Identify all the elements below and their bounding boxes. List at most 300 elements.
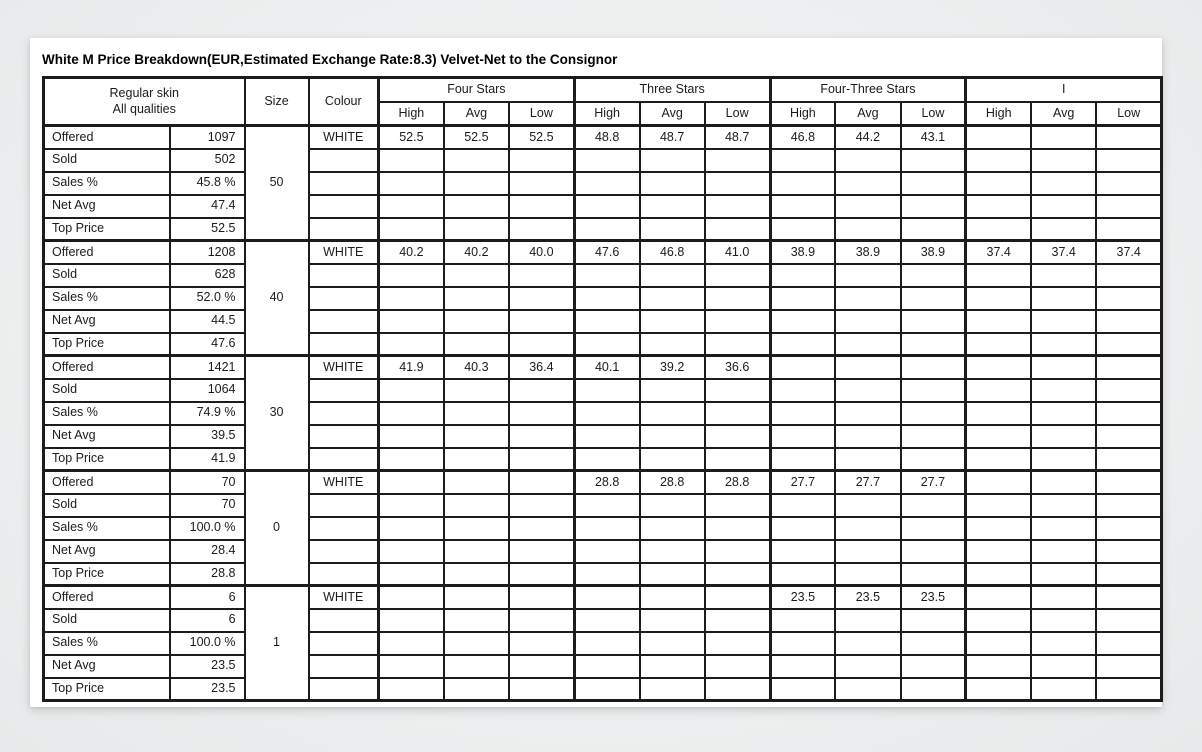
price-four-three-stars-high: [770, 379, 835, 402]
price-i-high: [966, 586, 1031, 609]
price-three-stars-avg: 39.2: [640, 356, 705, 379]
price-four-stars-avg: [444, 609, 509, 632]
sub-header-four-stars-avg: Avg: [444, 102, 509, 126]
price-four-three-stars-avg: 44.2: [835, 126, 900, 149]
price-four-three-stars-avg: [835, 333, 900, 356]
table-row: [44, 471, 1162, 494]
price-three-stars-low: 41.0: [705, 241, 770, 264]
stat-value: 100.0 %: [170, 632, 245, 655]
colour-cell: WHITE: [309, 241, 379, 264]
stat-label: Offered: [44, 586, 170, 609]
price-four-stars-high: 52.5: [379, 126, 444, 149]
table-row: [44, 586, 1162, 609]
price-i-low: [1096, 333, 1161, 356]
price-four-three-stars-low: [901, 448, 966, 471]
price-four-three-stars-low: [901, 517, 966, 540]
price-i-avg: [1031, 356, 1096, 379]
table-row: [44, 609, 1162, 632]
table-row: [44, 540, 1162, 563]
price-four-three-stars-high: [770, 310, 835, 333]
price-four-three-stars-low: [901, 172, 966, 195]
size-cell: 0: [245, 471, 309, 586]
price-four-stars-high: [379, 310, 444, 333]
price-four-stars-avg: [444, 379, 509, 402]
sub-header-three-stars-low: Low: [705, 102, 770, 126]
price-four-stars-low: [509, 540, 574, 563]
price-four-stars-high: [379, 517, 444, 540]
price-three-stars-avg: [640, 517, 705, 540]
price-i-high: [966, 264, 1031, 287]
price-four-three-stars-high: [770, 494, 835, 517]
price-four-stars-high: [379, 632, 444, 655]
price-i-high: [966, 402, 1031, 425]
price-four-three-stars-low: 38.9: [901, 241, 966, 264]
stat-value: 47.4: [170, 195, 245, 218]
price-i-high: [966, 218, 1031, 241]
price-three-stars-low: [705, 287, 770, 310]
size-cell: 50: [245, 126, 309, 241]
table-row: [44, 379, 1162, 402]
price-four-stars-high: [379, 218, 444, 241]
colour-cell: [309, 287, 379, 310]
stat-value: 6: [170, 586, 245, 609]
price-four-stars-high: [379, 586, 444, 609]
price-i-low: [1096, 218, 1161, 241]
price-three-stars-avg: [640, 586, 705, 609]
price-three-stars-high: [574, 494, 639, 517]
stat-label: Sales %: [44, 287, 170, 310]
price-four-three-stars-low: 23.5: [901, 586, 966, 609]
price-four-stars-high: [379, 540, 444, 563]
table-row: [44, 287, 1162, 310]
price-four-three-stars-avg: [835, 517, 900, 540]
price-three-stars-avg: [640, 149, 705, 172]
price-three-stars-high: [574, 540, 639, 563]
group-header-row: [44, 78, 1162, 102]
colour-cell: WHITE: [309, 471, 379, 494]
colour-cell: [309, 448, 379, 471]
price-four-three-stars-avg: [835, 195, 900, 218]
price-three-stars-high: [574, 517, 639, 540]
colour-cell: [309, 264, 379, 287]
stat-value: 100.0 %: [170, 517, 245, 540]
price-i-low: [1096, 379, 1161, 402]
colour-cell: [309, 563, 379, 586]
price-four-stars-high: [379, 379, 444, 402]
price-i-low: [1096, 678, 1161, 701]
price-i-avg: [1031, 287, 1096, 310]
price-three-stars-avg: [640, 172, 705, 195]
price-four-three-stars-low: [901, 356, 966, 379]
price-four-three-stars-high: [770, 333, 835, 356]
price-three-stars-high: [574, 448, 639, 471]
price-four-stars-high: [379, 195, 444, 218]
price-four-three-stars-avg: 38.9: [835, 241, 900, 264]
price-four-stars-high: [379, 678, 444, 701]
price-four-stars-high: 40.2: [379, 241, 444, 264]
price-i-low: [1096, 540, 1161, 563]
price-three-stars-low: [705, 310, 770, 333]
price-three-stars-avg: [640, 678, 705, 701]
price-three-stars-high: [574, 310, 639, 333]
price-four-three-stars-high: [770, 149, 835, 172]
price-three-stars-avg: [640, 494, 705, 517]
price-i-avg: [1031, 126, 1096, 149]
price-four-stars-high: [379, 149, 444, 172]
price-four-three-stars-low: [901, 287, 966, 310]
price-four-three-stars-avg: [835, 563, 900, 586]
price-three-stars-high: [574, 402, 639, 425]
price-three-stars-avg: [640, 563, 705, 586]
price-three-stars-high: [574, 563, 639, 586]
colour-cell: WHITE: [309, 126, 379, 149]
price-i-avg: [1031, 632, 1096, 655]
size-cell: 1: [245, 586, 309, 701]
price-three-stars-low: [705, 425, 770, 448]
stat-label: Sales %: [44, 172, 170, 195]
price-four-three-stars-avg: [835, 632, 900, 655]
stat-value: 70: [170, 471, 245, 494]
price-four-stars-low: [509, 287, 574, 310]
price-four-stars-low: [509, 264, 574, 287]
group-header-four-three-stars: Four-Three Stars: [770, 78, 966, 102]
price-four-stars-low: [509, 586, 574, 609]
table-row: [44, 172, 1162, 195]
stat-value: 74.9 %: [170, 402, 245, 425]
stat-value: 70: [170, 494, 245, 517]
price-four-stars-low: [509, 218, 574, 241]
price-i-low: [1096, 425, 1161, 448]
price-four-stars-low: [509, 402, 574, 425]
price-three-stars-low: [705, 586, 770, 609]
price-three-stars-low: [705, 494, 770, 517]
table-row: [44, 264, 1162, 287]
price-four-three-stars-high: 23.5: [770, 586, 835, 609]
price-i-high: 37.4: [966, 241, 1031, 264]
price-three-stars-low: [705, 609, 770, 632]
price-three-stars-low: [705, 448, 770, 471]
price-i-avg: [1031, 563, 1096, 586]
price-i-high: [966, 425, 1031, 448]
price-four-stars-avg: [444, 632, 509, 655]
sub-header-i-low: Low: [1096, 102, 1161, 126]
price-four-stars-avg: [444, 448, 509, 471]
price-i-avg: [1031, 517, 1096, 540]
stat-label: Offered: [44, 356, 170, 379]
price-three-stars-avg: [640, 310, 705, 333]
price-three-stars-low: [705, 655, 770, 678]
stat-value: 1097: [170, 126, 245, 149]
colour-cell: WHITE: [309, 586, 379, 609]
stat-label: Sold: [44, 494, 170, 517]
price-four-three-stars-low: [901, 333, 966, 356]
price-three-stars-low: [705, 678, 770, 701]
corner-header: [44, 78, 245, 126]
price-four-three-stars-avg: [835, 678, 900, 701]
price-four-stars-avg: [444, 402, 509, 425]
price-four-three-stars-low: [901, 632, 966, 655]
stat-label: Sold: [44, 264, 170, 287]
price-i-high: [966, 632, 1031, 655]
table-row: [44, 310, 1162, 333]
price-i-low: [1096, 264, 1161, 287]
colour-cell: [309, 172, 379, 195]
stat-value: 41.9: [170, 448, 245, 471]
stat-label: Sold: [44, 149, 170, 172]
price-four-three-stars-avg: [835, 609, 900, 632]
price-three-stars-avg: [640, 402, 705, 425]
price-four-stars-low: 52.5: [509, 126, 574, 149]
price-three-stars-high: [574, 218, 639, 241]
price-i-high: [966, 609, 1031, 632]
table-row: [44, 425, 1162, 448]
stat-value: 502: [170, 149, 245, 172]
price-i-avg: [1031, 448, 1096, 471]
price-three-stars-high: 40.1: [574, 356, 639, 379]
price-three-stars-low: [705, 172, 770, 195]
table-row: [44, 655, 1162, 678]
price-four-three-stars-avg: 27.7: [835, 471, 900, 494]
price-four-stars-avg: [444, 149, 509, 172]
stat-label: Net Avg: [44, 310, 170, 333]
price-three-stars-high: 47.6: [574, 241, 639, 264]
table-row: [44, 517, 1162, 540]
price-three-stars-high: 28.8: [574, 471, 639, 494]
price-i-high: [966, 379, 1031, 402]
price-three-stars-avg: 48.7: [640, 126, 705, 149]
price-four-three-stars-high: [770, 609, 835, 632]
price-four-stars-low: 36.4: [509, 356, 574, 379]
sub-header-four-three-stars-avg: Avg: [835, 102, 900, 126]
price-three-stars-low: 28.8: [705, 471, 770, 494]
price-four-stars-high: [379, 655, 444, 678]
price-four-stars-low: [509, 425, 574, 448]
price-four-stars-low: [509, 149, 574, 172]
price-i-avg: [1031, 655, 1096, 678]
table-row: [44, 563, 1162, 586]
price-three-stars-avg: 28.8: [640, 471, 705, 494]
price-four-three-stars-low: [901, 402, 966, 425]
price-i-avg: [1031, 333, 1096, 356]
price-four-stars-avg: 40.3: [444, 356, 509, 379]
price-four-stars-avg: [444, 333, 509, 356]
colour-cell: [309, 494, 379, 517]
stat-value: 52.0 %: [170, 287, 245, 310]
price-three-stars-high: [574, 379, 639, 402]
price-three-stars-high: 48.8: [574, 126, 639, 149]
price-three-stars-avg: [640, 425, 705, 448]
price-i-low: [1096, 172, 1161, 195]
colour-cell: [309, 655, 379, 678]
price-four-three-stars-high: [770, 655, 835, 678]
stat-label: Top Price: [44, 333, 170, 356]
price-i-low: [1096, 609, 1161, 632]
price-i-low: [1096, 448, 1161, 471]
price-three-stars-avg: [640, 218, 705, 241]
price-i-low: [1096, 402, 1161, 425]
page-title: White M Price Breakdown(EUR,Estimated Exchange Rate:8.3) Velvet-Net to the Consignor: [42, 52, 618, 67]
price-i-high: [966, 517, 1031, 540]
price-three-stars-high: [574, 632, 639, 655]
price-four-stars-avg: [444, 425, 509, 448]
sub-header-i-high: High: [966, 102, 1031, 126]
price-four-three-stars-avg: [835, 356, 900, 379]
price-four-three-stars-high: [770, 632, 835, 655]
price-four-three-stars-avg: [835, 172, 900, 195]
price-four-three-stars-low: [901, 195, 966, 218]
group-header-four-stars: Four Stars: [379, 78, 575, 102]
price-four-three-stars-avg: [835, 494, 900, 517]
price-four-stars-low: [509, 517, 574, 540]
price-four-three-stars-low: [901, 655, 966, 678]
price-i-avg: [1031, 172, 1096, 195]
table-row: [44, 241, 1162, 264]
colour-cell: [309, 540, 379, 563]
price-four-three-stars-avg: [835, 264, 900, 287]
sub-header-four-stars-high: High: [379, 102, 444, 126]
price-i-avg: 37.4: [1031, 241, 1096, 264]
stat-label: Sold: [44, 379, 170, 402]
colour-cell: [309, 195, 379, 218]
price-four-stars-low: 40.0: [509, 241, 574, 264]
price-four-stars-low: [509, 678, 574, 701]
price-i-low: [1096, 356, 1161, 379]
size-cell: 40: [245, 241, 309, 356]
price-i-high: [966, 287, 1031, 310]
colour-cell: [309, 310, 379, 333]
price-three-stars-high: [574, 655, 639, 678]
price-three-stars-low: 48.7: [705, 126, 770, 149]
price-four-three-stars-high: [770, 287, 835, 310]
stat-label: Sold: [44, 609, 170, 632]
price-four-stars-avg: [444, 586, 509, 609]
price-i-high: [966, 149, 1031, 172]
price-four-three-stars-high: [770, 678, 835, 701]
stat-value: 23.5: [170, 678, 245, 701]
stat-value: 44.5: [170, 310, 245, 333]
price-three-stars-avg: [640, 287, 705, 310]
price-three-stars-low: [705, 517, 770, 540]
corner-header-line2: All qualities: [112, 101, 176, 116]
price-three-stars-avg: [640, 195, 705, 218]
price-three-stars-low: [705, 540, 770, 563]
price-four-stars-avg: [444, 195, 509, 218]
stat-label: Top Price: [44, 218, 170, 241]
price-four-stars-avg: [444, 655, 509, 678]
price-four-stars-high: [379, 402, 444, 425]
price-four-three-stars-low: [901, 218, 966, 241]
price-i-avg: [1031, 586, 1096, 609]
sub-header-four-stars-low: Low: [509, 102, 574, 126]
price-four-stars-high: [379, 609, 444, 632]
stat-label: Net Avg: [44, 540, 170, 563]
price-three-stars-low: [705, 563, 770, 586]
sub-header-three-stars-avg: Avg: [640, 102, 705, 126]
stat-value: 1421: [170, 356, 245, 379]
stat-label: Net Avg: [44, 655, 170, 678]
table-row: [44, 218, 1162, 241]
price-three-stars-high: [574, 264, 639, 287]
price-three-stars-low: [705, 264, 770, 287]
price-four-stars-avg: [444, 310, 509, 333]
table-row: [44, 402, 1162, 425]
price-four-three-stars-avg: [835, 402, 900, 425]
price-four-stars-low: [509, 448, 574, 471]
stat-label: Offered: [44, 471, 170, 494]
table-row: [44, 126, 1162, 149]
price-four-three-stars-low: [901, 310, 966, 333]
price-three-stars-avg: [640, 609, 705, 632]
price-four-three-stars-avg: [835, 540, 900, 563]
stat-label: Top Price: [44, 563, 170, 586]
price-four-stars-avg: [444, 172, 509, 195]
colour-cell: [309, 333, 379, 356]
price-i-high: [966, 494, 1031, 517]
price-four-stars-low: [509, 333, 574, 356]
price-i-high: [966, 172, 1031, 195]
price-four-stars-high: [379, 333, 444, 356]
price-four-three-stars-avg: [835, 448, 900, 471]
stat-label: Sales %: [44, 402, 170, 425]
price-i-avg: [1031, 195, 1096, 218]
price-four-three-stars-avg: [835, 149, 900, 172]
price-three-stars-avg: [640, 379, 705, 402]
price-i-avg: [1031, 540, 1096, 563]
price-three-stars-avg: [640, 632, 705, 655]
colour-cell: [309, 678, 379, 701]
price-i-low: [1096, 471, 1161, 494]
price-four-stars-high: [379, 172, 444, 195]
price-i-avg: [1031, 471, 1096, 494]
price-three-stars-low: [705, 632, 770, 655]
price-four-three-stars-high: 46.8: [770, 126, 835, 149]
price-i-high: [966, 310, 1031, 333]
corner-header-line1: Regular skin: [109, 85, 179, 100]
price-three-stars-avg: [640, 655, 705, 678]
price-three-stars-low: 36.6: [705, 356, 770, 379]
table-row: [44, 678, 1162, 701]
price-four-three-stars-high: [770, 563, 835, 586]
price-i-low: [1096, 655, 1161, 678]
price-three-stars-avg: [640, 333, 705, 356]
price-i-low: [1096, 586, 1161, 609]
price-i-low: 37.4: [1096, 241, 1161, 264]
sub-header-four-three-stars-low: Low: [901, 102, 966, 126]
price-four-stars-high: [379, 448, 444, 471]
price-four-three-stars-low: 43.1: [901, 126, 966, 149]
table-row: [44, 333, 1162, 356]
content-card: [30, 38, 1162, 707]
price-i-high: [966, 126, 1031, 149]
price-four-stars-avg: [444, 494, 509, 517]
price-three-stars-low: [705, 402, 770, 425]
price-three-stars-high: [574, 172, 639, 195]
price-three-stars-high: [574, 425, 639, 448]
price-four-three-stars-avg: [835, 655, 900, 678]
stat-label: Net Avg: [44, 425, 170, 448]
price-i-low: [1096, 287, 1161, 310]
price-four-three-stars-high: [770, 218, 835, 241]
price-four-three-stars-high: [770, 195, 835, 218]
colour-cell: [309, 402, 379, 425]
price-three-stars-high: [574, 333, 639, 356]
price-three-stars-high: [574, 195, 639, 218]
table-row: [44, 632, 1162, 655]
price-four-three-stars-low: [901, 678, 966, 701]
table-row: [44, 356, 1162, 379]
price-four-stars-high: [379, 471, 444, 494]
price-four-three-stars-low: [901, 609, 966, 632]
